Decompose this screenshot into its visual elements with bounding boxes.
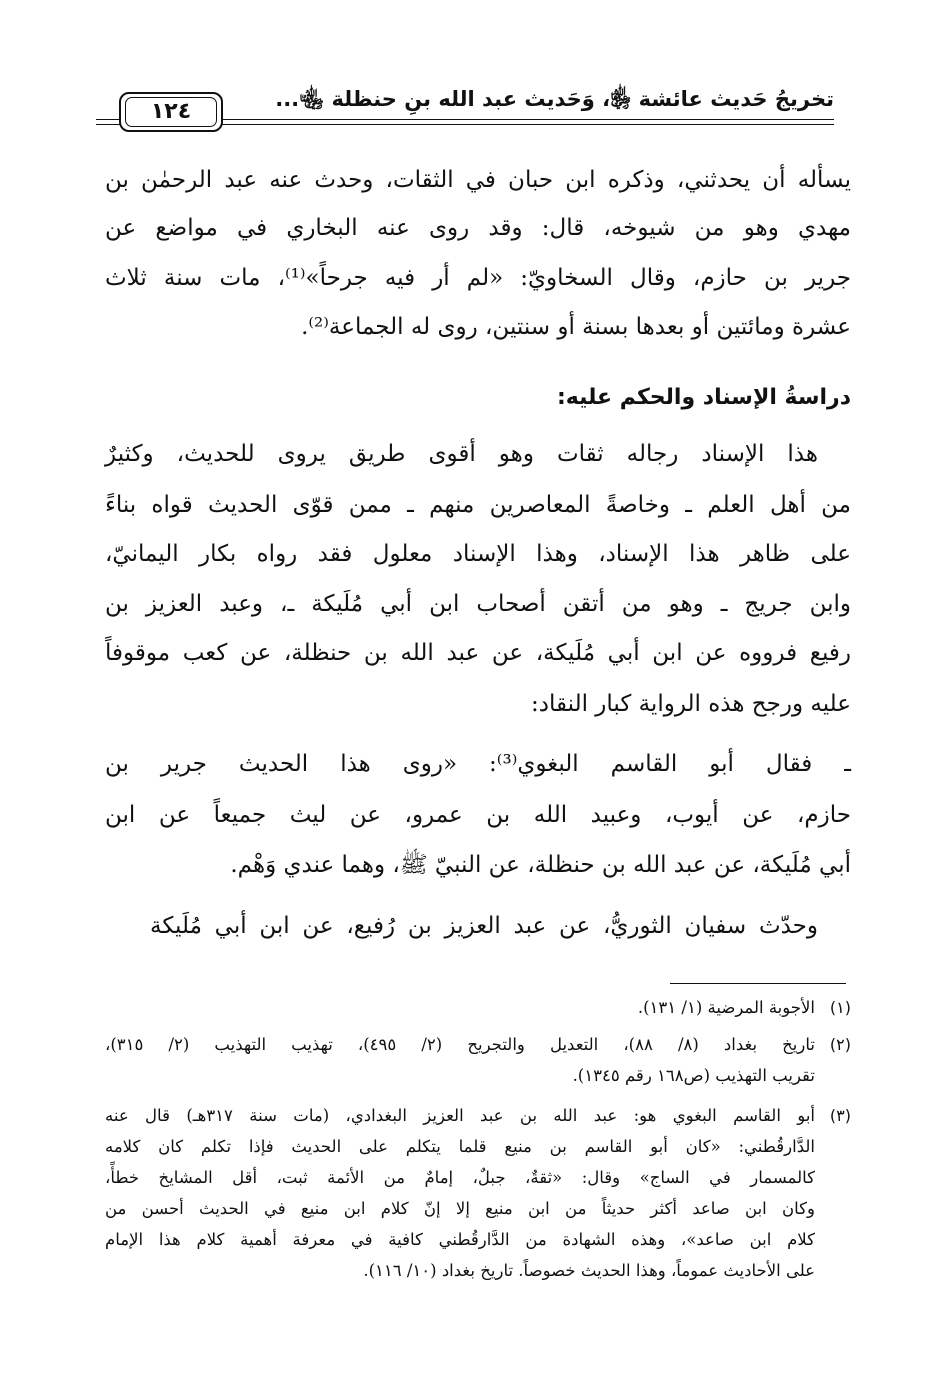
footnote-line: تاريخ بغداد (٨/ ٨٨)، التعديل والتجريح (٢/ ٤٩٥)، تهذيب التهذيب (٢/ ٣١٥)، xyxy=(105,1035,815,1054)
body-line: جرير بن حازم، وقال السخاويّ: «لم أر فيه جرحاً»⁽¹⁾، مات سنة ثلاث xyxy=(105,265,851,291)
footnote-line: على الأحاديث عموماً، وهذا الحديث خصوصاً. تاريخ بغداد (١٠/ ١١٦). xyxy=(363,1261,815,1280)
header-rule-left-bottom xyxy=(96,124,120,125)
footnote-line: وكان ابن صاعد أكثر حديثاً من ابن منيع إلا إنّ كلام ابن منيع في الحديث أحسن من xyxy=(105,1199,815,1218)
header-rule-left-top xyxy=(96,119,120,120)
footnote-line: الأجوبة المرضية (١/ ١٣١). xyxy=(637,998,815,1017)
footnote-separator xyxy=(670,983,846,984)
footnote-line: كلام ابن صاعد»، وهذه الشهادة من الدَّارقُطني كافية في معرفة أهمية كلام هذا الإمام xyxy=(105,1230,815,1249)
footnote-number: (١) xyxy=(829,998,851,1017)
body-line: حازم، عن أيوب، وعبيد الله بن عمرو، عن ليث جميعاً عن ابن xyxy=(105,802,851,828)
body-line: مهدي وهو من شيوخه، قال: وقد روى عنه البخاري في مواضع عن xyxy=(105,215,851,241)
body-line: أبي مُلَيكة، عن عبد الله بن حنظلة، عن النبيّ ﷺ، وهما عندي وَهْم. xyxy=(230,852,851,878)
footnote-line: تقريب التهذيب (ص١٦٨ رقم ١٣٤٥). xyxy=(572,1066,815,1085)
body-line: من أهل العلم ـ وخاصةً المعاصرين منهم ـ ممن قوّى الحديث قواه بناءً xyxy=(105,492,851,518)
body-line: ـ فقال أبو القاسم البغوي⁽³⁾: «روى هذا الحديث جرير بن xyxy=(105,751,851,777)
running-header-title: تخريجُ حَديث عائشة ﵂، وَحَديث عبد الله بنِ حنظلة ﵄... xyxy=(275,87,834,111)
footnote-number: (٢) xyxy=(829,1035,851,1054)
footnote-line: كالمسمار في الساج» وقال: «ثقةٌ، جبلٌ، إمامٌ من الأئمة ثبت، أقل المشايخ خطأً، xyxy=(105,1168,815,1187)
footnote-number: (٣) xyxy=(829,1106,851,1125)
header-rule-top xyxy=(222,119,834,120)
body-line: هذا الإسناد رجاله ثقات وهو أقوى طريق يروى للحديث، وكثيرٌ xyxy=(105,441,818,467)
body-line: عشرة ومائتين أو بعدها بسنة أو سنتين، روى له الجماعة⁽²⁾. xyxy=(301,314,851,340)
body-line: عليه ورجح هذه الرواية كبار النقاد: xyxy=(531,691,851,717)
body-line: رفيع فرووه عن ابن أبي مُلَيكة، عن عبد الله بن حنظلة، عن كعب موقوفاً xyxy=(105,640,851,666)
page-number-box xyxy=(119,92,223,132)
body-line: على ظاهر هذا الإسناد، وهذا الإسناد معلول فقد رواه بكار اليمانيّ، xyxy=(105,541,851,567)
footnote-line: أبو القاسم البغوي هو: عبد الله بن عبد العزيز البغدادي، (مات سنة ٣١٧هـ) قال عنه xyxy=(105,1106,815,1125)
body-line: وابن جريج ـ وهو من أتقن أصحاب ابن أبي مُلَيكة ـ، وعبد العزيز بن xyxy=(105,591,851,617)
header-rule-bottom xyxy=(222,124,834,125)
body-line: وحدّث سفيان الثوريُّ، عن عبد العزيز بن رُفيع، عن ابن أبي مُلَيكة xyxy=(150,913,818,939)
body-line: يسأله أن يحدثني، وذكره ابن حبان في الثقات، وحدث عنه عبد الرحمٰن بن xyxy=(105,167,851,193)
footnote-line: الدَّارقُطني: «كان أبو القاسم بن منيع قلما يتكلم على الحديث فإذا تكلم كان كلامه xyxy=(105,1137,815,1156)
page-number: ١٢٤ xyxy=(125,97,217,127)
section-heading: دراسةُ الإسناد والحكم عليه: xyxy=(556,385,851,410)
